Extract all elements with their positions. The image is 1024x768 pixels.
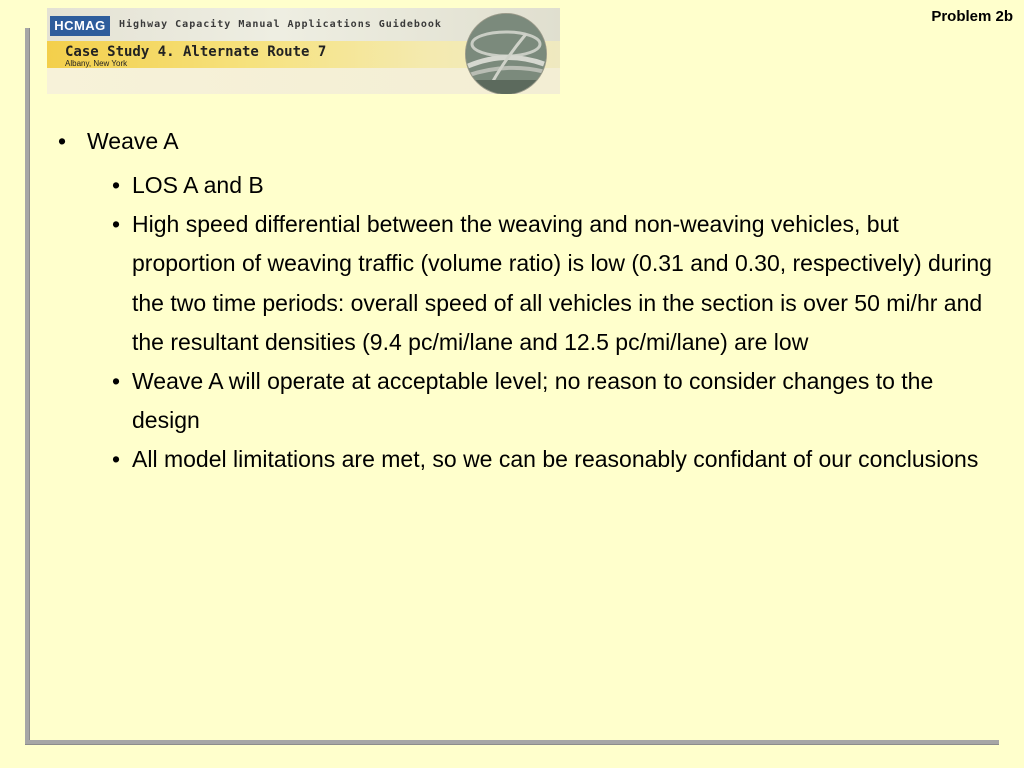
sub-bullet-list	[112, 166, 992, 480]
sub-bullet-text: All model limitations are met, so we can be reasonably confidant of our conclusions	[132, 446, 979, 473]
hcmag-logo: HCMAG	[50, 16, 110, 36]
sub-bullet-item	[112, 440, 992, 479]
sub-bullet-text: LOS A and B	[132, 172, 264, 198]
sub-bullet-item	[112, 205, 992, 362]
bullet-marker: •	[112, 172, 121, 198]
guidebook-title: Highway Capacity Manual Applications Guidebook	[119, 19, 442, 30]
sub-bullet-item	[112, 362, 992, 440]
bullet-marker: •	[112, 446, 121, 473]
bullet-marker: •	[112, 211, 121, 238]
frame-bottom-border	[25, 740, 999, 744]
sub-bullet-text: High speed differential between the weaving and non-weaving vehicles, but proportion of weaving traffic (volume ratio) is low (0.31 and 0.30, respectively) during the two time periods: overall speed of all vehicles in the section is over 50 mi/hr and the resultant densities (9.4 pc/mi/lane and 12.5 pc/mi/lane) are low	[132, 211, 992, 355]
highway-interchange-photo	[465, 13, 547, 94]
frame-left-border	[25, 28, 29, 744]
case-study-location: Albany, New York	[65, 59, 128, 68]
bullet-marker: •	[112, 368, 121, 395]
bullet-marker: •	[58, 128, 67, 154]
sub-bullet-text: Weave A will operate at acceptable level; no reason to consider changes to the design	[132, 368, 934, 434]
case-study-title: Case Study 4. Alternate Route 7	[65, 44, 327, 60]
header-banner	[47, 8, 560, 94]
interchange-image-icon	[466, 14, 546, 94]
main-bullet-text: Weave A	[87, 128, 179, 154]
sub-bullet-item	[112, 166, 992, 205]
slide-label: Problem 2b	[931, 8, 1013, 25]
